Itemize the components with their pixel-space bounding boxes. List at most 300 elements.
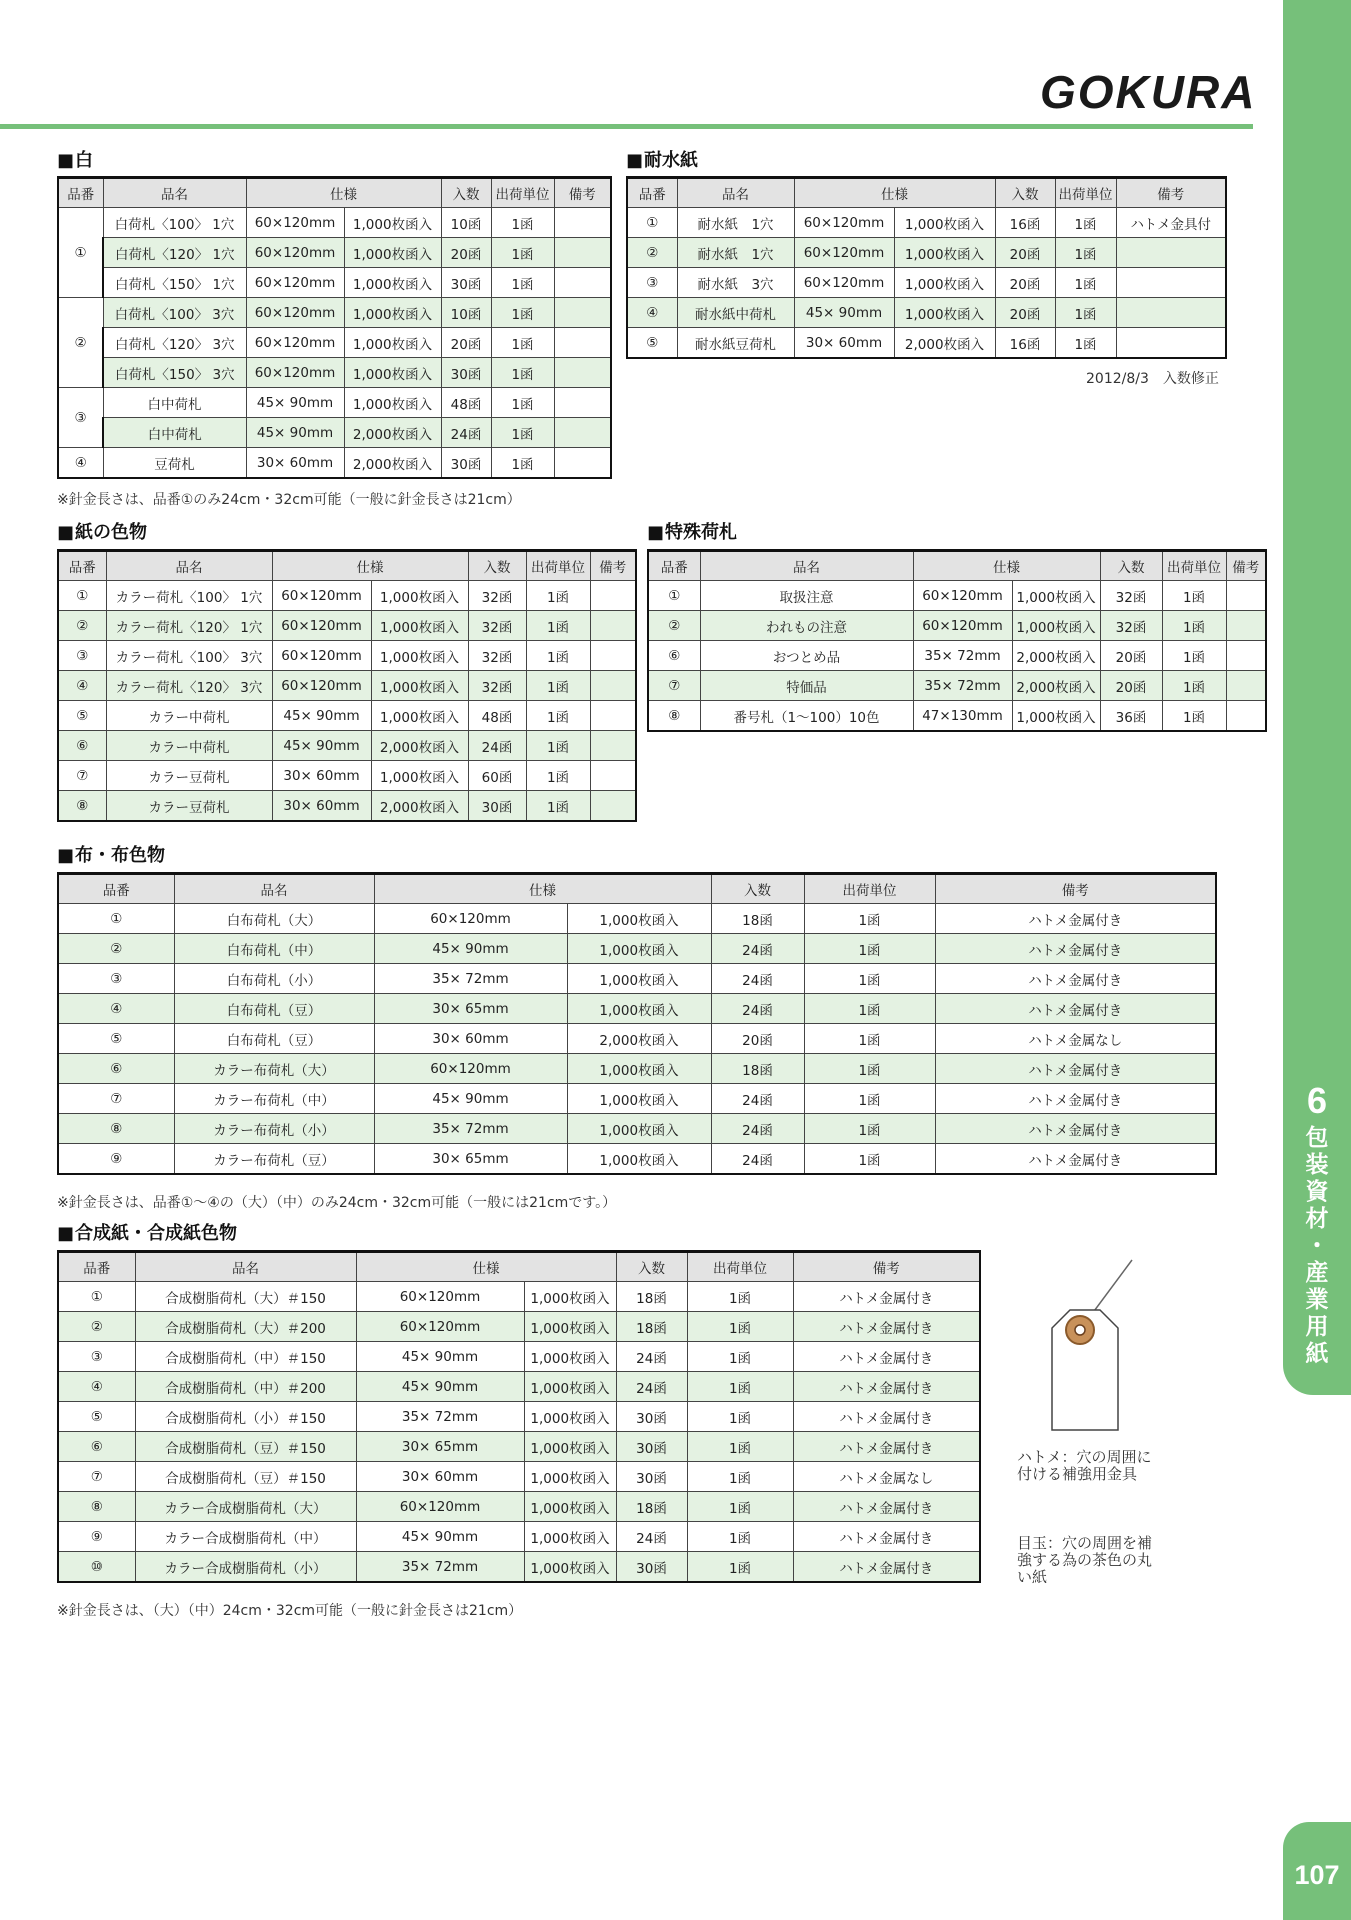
shipping-unit: 1函 [526, 791, 590, 822]
spec-size: 60×120mm [374, 1054, 567, 1084]
remarks [1116, 328, 1226, 359]
item-number: ⑦ [58, 761, 106, 791]
spec-pack: 1,000枚函入 [894, 238, 995, 268]
quantity: 32函 [468, 611, 526, 641]
item-number: ③ [627, 268, 677, 298]
remarks [1226, 671, 1266, 701]
table-row [58, 581, 636, 611]
remarks: ハトメ金属付き [935, 934, 1216, 964]
tag-illustration [1040, 1255, 1160, 1445]
quantity: 30函 [468, 791, 526, 822]
item-number: ⑧ [58, 1492, 135, 1522]
spec-size: 30× 60mm [356, 1462, 524, 1492]
shipping-unit: 1函 [1162, 611, 1226, 641]
table-row [648, 641, 1266, 671]
table-header-row [58, 178, 611, 208]
item-number: ② [648, 611, 700, 641]
chapter-label [1283, 1125, 1351, 1368]
table-row [58, 1282, 980, 1312]
spec-size: 45× 90mm [246, 418, 344, 448]
quantity: 24函 [441, 418, 491, 448]
quantity: 24函 [616, 1342, 687, 1372]
table-row [58, 791, 636, 822]
item-name: カラー豆荷札 [106, 791, 272, 822]
table-row [58, 268, 611, 298]
item-number: ⑦ [58, 1462, 135, 1492]
table-row [58, 701, 636, 731]
item-number: ① [58, 1282, 135, 1312]
spec-size: 45× 90mm [356, 1522, 524, 1552]
spec-size: 30× 65mm [374, 994, 567, 1024]
shipping-unit: 1函 [804, 994, 935, 1024]
spec-pack: 1,000枚函入 [344, 298, 441, 328]
spec-pack: 1,000枚函入 [567, 934, 711, 964]
remarks: ハトメ金属付き [935, 1084, 1216, 1114]
shipping-unit: 1函 [491, 268, 554, 298]
item-name: カラー合成樹脂荷札（小） [135, 1552, 356, 1583]
item-number: ④ [58, 671, 106, 701]
table-row [58, 1372, 980, 1402]
spec-pack: 1,000枚函入 [524, 1312, 616, 1342]
spec-pack: 2,000枚函入 [371, 731, 468, 761]
item-name: 白荷札〈100〉 3穴 [103, 298, 246, 328]
spec-size: 30× 60mm [272, 791, 371, 822]
spec-size: 60×120mm [272, 671, 371, 701]
remarks [590, 611, 636, 641]
remarks: ハトメ金属付き [793, 1282, 980, 1312]
item-number: ② [58, 1312, 135, 1342]
spec-size: 45× 90mm [246, 388, 344, 418]
quantity: 30函 [616, 1462, 687, 1492]
quantity: 10函 [441, 208, 491, 238]
item-number: ⑤ [58, 701, 106, 731]
spec-size: 60×120mm [794, 268, 894, 298]
table-row [58, 934, 1216, 964]
shipping-unit: 1函 [804, 964, 935, 994]
chapter-label-char: 紙 [1305, 1341, 1329, 1367]
quantity: 36函 [1100, 701, 1162, 732]
table-cloth [57, 872, 1217, 1175]
table-row [58, 388, 611, 418]
spec-pack: 1,000枚函入 [524, 1492, 616, 1522]
item-number: ④ [58, 448, 103, 479]
col-header: 備考 [590, 551, 636, 581]
quantity: 30函 [616, 1432, 687, 1462]
item-number: ⑨ [58, 1144, 174, 1175]
spec-size: 60×120mm [272, 611, 371, 641]
col-header: 仕様 [794, 178, 995, 208]
spec-size: 45× 90mm [374, 1084, 567, 1114]
spec-pack: 1,000枚函入 [567, 994, 711, 1024]
remarks: ハトメ金属付き [793, 1342, 980, 1372]
table-row [627, 328, 1226, 359]
col-header: 仕様 [356, 1252, 616, 1282]
col-header: 入数 [1100, 551, 1162, 581]
item-number: ⑦ [648, 671, 700, 701]
remarks: ハトメ金属なし [935, 1024, 1216, 1054]
chapter-label-char: 業 [1305, 1287, 1329, 1313]
remarks [1226, 611, 1266, 641]
spec-size: 60×120mm [356, 1282, 524, 1312]
item-number: ① [627, 208, 677, 238]
spec-pack: 1,000枚函入 [344, 238, 441, 268]
col-header: 品番 [58, 551, 106, 581]
quantity: 30函 [616, 1552, 687, 1583]
table-row [58, 1144, 1216, 1175]
spec-size: 60×120mm [913, 581, 1012, 611]
remarks [1116, 238, 1226, 268]
item-name: カラー布荷札（豆） [174, 1144, 374, 1175]
table-row [58, 1024, 1216, 1054]
spec-size: 60×120mm [356, 1312, 524, 1342]
spec-size: 47×130mm [913, 701, 1012, 732]
shipping-unit: 1函 [804, 1024, 935, 1054]
shipping-unit: 1函 [1055, 298, 1116, 328]
spec-pack: 1,000枚函入 [344, 388, 441, 418]
shipping-unit: 1函 [804, 1114, 935, 1144]
item-number: ⑤ [58, 1402, 135, 1432]
item-name: 特価品 [700, 671, 913, 701]
item-name: 合成樹脂荷札（豆）＃150 [135, 1432, 356, 1462]
spec-size: 45× 90mm [794, 298, 894, 328]
spec-size: 60×120mm [272, 581, 371, 611]
shipping-unit: 1函 [1055, 268, 1116, 298]
table-row [58, 448, 611, 479]
spec-size: 35× 72mm [913, 671, 1012, 701]
quantity: 48函 [441, 388, 491, 418]
spec-pack: 1,000枚函入 [1012, 701, 1100, 732]
remarks: ハトメ金属付き [935, 1144, 1216, 1175]
spec-pack: 2,000枚函入 [894, 328, 995, 359]
item-number: ③ [58, 964, 174, 994]
chapter-label-char: ・ [1305, 1233, 1329, 1259]
chapter-label-char: 用 [1305, 1314, 1329, 1340]
quantity: 30函 [441, 448, 491, 479]
shipping-unit: 1函 [687, 1282, 793, 1312]
quantity: 24函 [711, 1144, 804, 1175]
table-row [58, 671, 636, 701]
note-waterproof: 2012/8/3 入数修正 [1086, 371, 1219, 387]
item-number: ⑥ [58, 1054, 174, 1084]
shipping-unit: 1函 [491, 298, 554, 328]
quantity: 24函 [711, 994, 804, 1024]
col-header: 出荷単位 [687, 1252, 793, 1282]
quantity: 18函 [616, 1282, 687, 1312]
item-number: ⑧ [58, 1114, 174, 1144]
col-header: 入数 [468, 551, 526, 581]
col-header: 品名 [677, 178, 794, 208]
quantity: 10函 [441, 298, 491, 328]
spec-pack: 1,000枚函入 [371, 581, 468, 611]
table-row [58, 964, 1216, 994]
spec-size: 45× 90mm [356, 1342, 524, 1372]
spec-pack: 1,000枚函入 [894, 268, 995, 298]
item-number: ④ [58, 1372, 135, 1402]
spec-size: 45× 90mm [356, 1372, 524, 1402]
col-header: 出荷単位 [1055, 178, 1116, 208]
quantity: 32函 [1100, 581, 1162, 611]
spec-pack: 2,000枚函入 [344, 448, 441, 479]
chapter-label-char: 包 [1305, 1125, 1329, 1151]
col-header: 仕様 [913, 551, 1100, 581]
remarks: ハトメ金属付き [793, 1492, 980, 1522]
spec-size: 35× 72mm [374, 964, 567, 994]
item-name: 白布荷札（豆） [174, 1024, 374, 1054]
item-name: 白布荷札（中） [174, 934, 374, 964]
remarks [590, 731, 636, 761]
col-header: 品番 [648, 551, 700, 581]
note-white: ※針金長さは、品番①のみ24cm・32cm可能（一般に針金長さは21cm） [57, 492, 521, 508]
spec-pack: 1,000枚函入 [344, 268, 441, 298]
note-synthetic: ※針金長さは、（大）（中）24cm・32cm可能（一般に針金長さは21cm） [57, 1603, 523, 1619]
shipping-unit: 1函 [687, 1522, 793, 1552]
spec-pack: 1,000枚函入 [1012, 611, 1100, 641]
quantity: 20函 [441, 328, 491, 358]
remarks: ハトメ金属付き [793, 1522, 980, 1552]
table-row [58, 418, 611, 448]
spec-pack: 1,000枚函入 [371, 611, 468, 641]
quantity: 20函 [995, 268, 1055, 298]
item-number: ① [58, 904, 174, 934]
item-number: ① [648, 581, 700, 611]
spec-pack: 1,000枚函入 [524, 1372, 616, 1402]
shipping-unit: 1函 [687, 1432, 793, 1462]
item-name: おつとめ品 [700, 641, 913, 671]
item-number: ③ [58, 641, 106, 671]
section-title-waterproof: ■ 耐水紙 [626, 146, 698, 172]
shipping-unit: 1函 [1055, 328, 1116, 359]
remarks [590, 581, 636, 611]
annotation-hatome: ハトメ：穴の周囲に付ける補強用金具 [1017, 1448, 1152, 1483]
item-name: カラー荷札〈100〉 3穴 [106, 641, 272, 671]
shipping-unit: 1函 [526, 701, 590, 731]
quantity: 24函 [711, 1114, 804, 1144]
shipping-unit: 1函 [687, 1402, 793, 1432]
item-number: ⑦ [58, 1084, 174, 1114]
remarks: ハトメ金属付き [793, 1372, 980, 1402]
chapter-number: 6 [1306, 1080, 1328, 1121]
quantity: 20函 [995, 238, 1055, 268]
shipping-unit: 1函 [526, 581, 590, 611]
item-name: 耐水紙 1穴 [677, 208, 794, 238]
table-row [58, 904, 1216, 934]
shipping-unit: 1函 [491, 208, 554, 238]
remarks [554, 238, 611, 268]
spec-pack: 1,000枚函入 [894, 208, 995, 238]
quantity: 20函 [1100, 641, 1162, 671]
quantity: 24函 [616, 1372, 687, 1402]
spec-pack: 1,000枚函入 [344, 358, 441, 388]
item-name: 白荷札〈150〉 3穴 [103, 358, 246, 388]
item-number: ⑤ [58, 1024, 174, 1054]
shipping-unit: 1函 [1162, 581, 1226, 611]
item-name: 耐水紙 3穴 [677, 268, 794, 298]
item-name: カラー荷札〈120〉 1穴 [106, 611, 272, 641]
item-number: ⑩ [58, 1552, 135, 1583]
quantity: 32函 [1100, 611, 1162, 641]
shipping-unit: 1函 [687, 1312, 793, 1342]
table-row [58, 1114, 1216, 1144]
quantity: 24函 [468, 731, 526, 761]
table-row [648, 701, 1266, 732]
item-name: カラー荷札〈120〉 3穴 [106, 671, 272, 701]
spec-pack: 1,000枚函入 [371, 701, 468, 731]
shipping-unit: 1函 [1055, 208, 1116, 238]
item-name: 合成樹脂荷札（中）＃150 [135, 1342, 356, 1372]
table-row [58, 298, 611, 328]
item-name: 耐水紙豆荷札 [677, 328, 794, 359]
shipping-unit: 1函 [491, 388, 554, 418]
col-header: 仕様 [246, 178, 441, 208]
table-row [648, 611, 1266, 641]
spec-size: 60×120mm [272, 641, 371, 671]
spec-size: 60×120mm [246, 268, 344, 298]
table-row [58, 641, 636, 671]
col-header: 備考 [1226, 551, 1266, 581]
table-header-row [648, 551, 1266, 581]
table-row [648, 671, 1266, 701]
remarks [554, 448, 611, 479]
remarks [554, 418, 611, 448]
item-number: ④ [58, 994, 174, 1024]
col-header: 品番 [627, 178, 677, 208]
col-header: 出荷単位 [804, 874, 935, 904]
table-row [58, 1552, 980, 1583]
remarks: ハトメ金属付き [935, 994, 1216, 1024]
quantity: 18函 [711, 904, 804, 934]
item-name: カラー合成樹脂荷札（大） [135, 1492, 356, 1522]
item-number: ② [58, 611, 106, 641]
item-number: ② [58, 298, 103, 388]
quantity: 20函 [711, 1024, 804, 1054]
shipping-unit: 1函 [526, 671, 590, 701]
remarks [590, 791, 636, 822]
col-header: 品番 [58, 874, 174, 904]
spec-size: 60×120mm [794, 238, 894, 268]
shipping-unit: 1函 [687, 1552, 793, 1583]
spec-pack: 2,000枚函入 [1012, 641, 1100, 671]
quantity: 24函 [711, 1084, 804, 1114]
item-name: 豆荷札 [103, 448, 246, 479]
remarks [590, 671, 636, 701]
remarks: ハトメ金属付き [935, 1054, 1216, 1084]
spec-size: 60×120mm [246, 328, 344, 358]
spec-size: 60×120mm [246, 208, 344, 238]
page-number: 107 [1294, 1860, 1340, 1890]
quantity: 30函 [616, 1402, 687, 1432]
shipping-unit: 1函 [687, 1462, 793, 1492]
item-number: ⑤ [627, 328, 677, 359]
table-special [647, 549, 1267, 732]
table-row [58, 1402, 980, 1432]
shipping-unit: 1函 [526, 731, 590, 761]
spec-size: 60×120mm [374, 904, 567, 934]
shipping-unit: 1函 [1055, 238, 1116, 268]
shipping-unit: 1函 [491, 358, 554, 388]
remarks: ハトメ金属付き [935, 964, 1216, 994]
table-row [58, 994, 1216, 1024]
remarks [590, 761, 636, 791]
col-header: 品名 [103, 178, 246, 208]
item-name: 合成樹脂荷札（豆）＃150 [135, 1462, 356, 1492]
spec-pack: 1,000枚函入 [567, 1144, 711, 1175]
item-name: われもの注意 [700, 611, 913, 641]
shipping-unit: 1函 [687, 1342, 793, 1372]
tag-hole [1075, 1325, 1085, 1335]
shipping-unit: 1函 [491, 448, 554, 479]
shipping-unit: 1函 [526, 761, 590, 791]
remarks [1226, 641, 1266, 671]
annotation-medama: 目玉：穴の周囲を補強する為の茶色の丸い紙 [1017, 1534, 1153, 1586]
item-number: ② [627, 238, 677, 268]
spec-size: 60×120mm [246, 358, 344, 388]
quantity: 20函 [1100, 671, 1162, 701]
table-row [58, 1054, 1216, 1084]
item-name: 合成樹脂荷札（小）＃150 [135, 1402, 356, 1432]
spec-size: 35× 72mm [356, 1402, 524, 1432]
spec-size: 45× 90mm [374, 934, 567, 964]
spec-pack: 1,000枚函入 [524, 1522, 616, 1552]
section-title-color-paper: ■ 紙の色物 [57, 518, 147, 544]
spec-pack: 1,000枚函入 [371, 761, 468, 791]
col-header: 備考 [793, 1252, 980, 1282]
col-header: 品名 [174, 874, 374, 904]
spec-size: 35× 72mm [913, 641, 1012, 671]
spec-pack: 1,000枚函入 [524, 1282, 616, 1312]
table-row [627, 238, 1226, 268]
item-name: カラー荷札〈100〉 1穴 [106, 581, 272, 611]
item-name: 白荷札〈100〉 1穴 [103, 208, 246, 238]
spec-pack: 1,000枚函入 [567, 1114, 711, 1144]
spec-size: 60×120mm [246, 298, 344, 328]
table-row [648, 581, 1266, 611]
item-name: 白荷札〈150〉 1穴 [103, 268, 246, 298]
item-name: カラー中荷札 [106, 731, 272, 761]
section-title-synthetic: ■ 合成紙・合成紙色物 [57, 1219, 237, 1245]
quantity: 24函 [616, 1522, 687, 1552]
spec-pack: 1,000枚函入 [524, 1342, 616, 1372]
note-cloth: ※針金長さは、品番①〜④の（大）（中）のみ24cm・32cm可能（一般には21cmです。） [57, 1195, 617, 1211]
item-name: 合成樹脂荷札（大）＃200 [135, 1312, 356, 1342]
quantity: 16函 [995, 208, 1055, 238]
col-header: 出荷単位 [491, 178, 554, 208]
spec-size: 30× 65mm [374, 1144, 567, 1175]
remarks [590, 701, 636, 731]
item-number: ④ [627, 298, 677, 328]
table-color-paper [57, 549, 637, 822]
item-name: 耐水紙 1穴 [677, 238, 794, 268]
quantity: 60函 [468, 761, 526, 791]
item-name: 合成樹脂荷札（大）＃150 [135, 1282, 356, 1312]
spec-size: 35× 72mm [356, 1552, 524, 1583]
quantity: 24函 [711, 934, 804, 964]
table-row [58, 611, 636, 641]
item-name: カラー布荷札（大） [174, 1054, 374, 1084]
shipping-unit: 1函 [1162, 701, 1226, 732]
quantity: 30函 [441, 358, 491, 388]
table-row [58, 238, 611, 268]
remarks: ハトメ金属付き [793, 1402, 980, 1432]
table-row [58, 328, 611, 358]
item-name: 合成樹脂荷札（中）＃200 [135, 1372, 356, 1402]
item-number: ⑥ [58, 731, 106, 761]
table-header-row [58, 1252, 980, 1282]
spec-size: 45× 90mm [272, 731, 371, 761]
spec-pack: 1,000枚函入 [524, 1552, 616, 1583]
col-header: 入数 [441, 178, 491, 208]
item-name: カラー合成樹脂荷札（中） [135, 1522, 356, 1552]
col-header: 品番 [58, 178, 103, 208]
